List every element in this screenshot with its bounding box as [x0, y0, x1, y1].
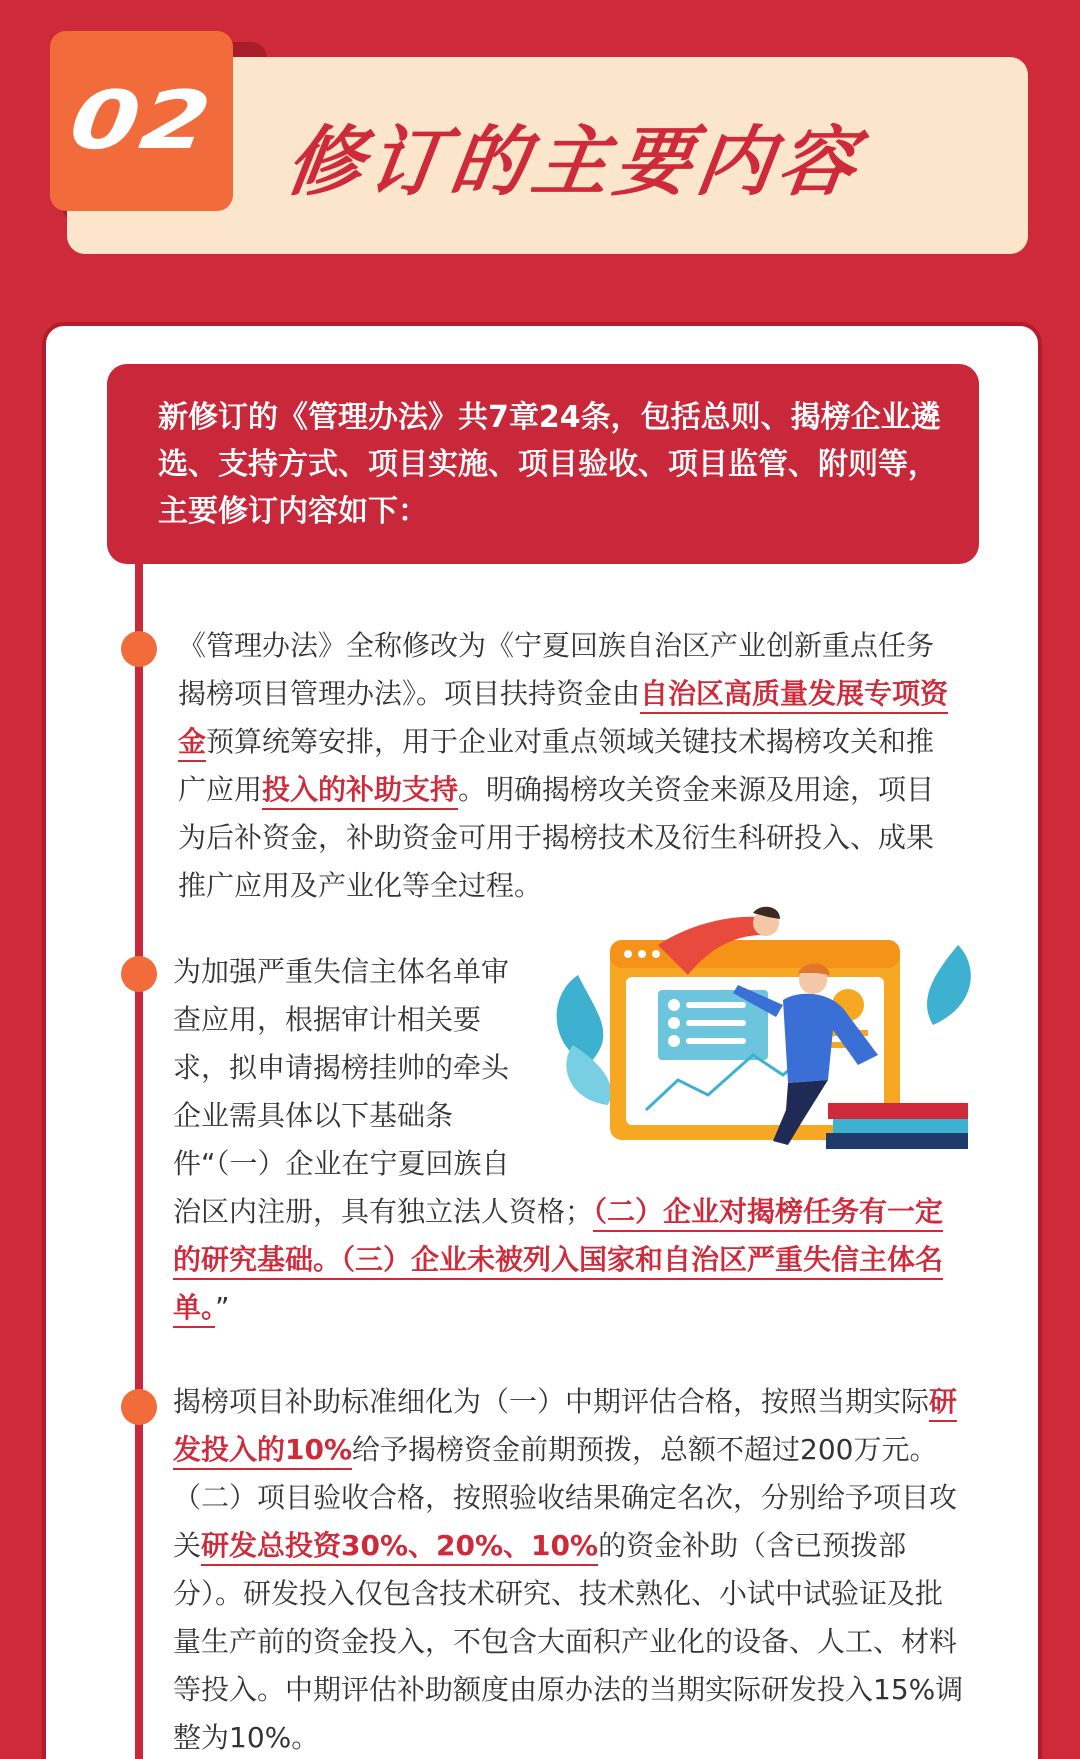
item-1-text-b: 预算统筹安排，用于企业对重点领域关键技术揭榜攻关和推广应用	[178, 725, 935, 806]
analytics-illustration	[548, 905, 978, 1175]
item-1-text-c: 。明确揭榜攻关资金来源及用途，项目为后补资金，补助资金可用于揭榜技术及衍生科研投入、成果推广应用及产业化等全过程。	[178, 773, 935, 902]
section-number: 02	[64, 74, 219, 168]
item-3-highlight-a: 研发投入的10%	[173, 1385, 957, 1470]
books-icon	[828, 1103, 968, 1119]
item-1-text-a: 《管理办法》全称修改为《宁夏回族自治区产业创新重点任务揭榜项目管理办法》。项目扶持资金由	[178, 629, 935, 710]
section-number-badge	[50, 31, 233, 211]
item-3-text-a: 揭榜项目补助标准细化为（一）中期评估合格，按照当期实际	[173, 1385, 930, 1418]
item-3-paragraph	[173, 1378, 968, 1759]
item-3-text-c: 的资金补助（含已预拨部分）。研发投入仅包含技术研究、技术熟化、小试中试验证及批量生产前的资金投入，不包含大面积产业化的设备、人工、材料等投入。中期评估补助额度由原办法的当期实际研发投入15%调整为10%。	[173, 1529, 964, 1754]
item-2-text-a: 为加强严重失信主体名单审查应用，根据审计相关要求，拟申请揭榜挂帅的牵头企业需具体以下基础条件“（一）企业在宁夏回族自治区内注册，具有独立法人资格；	[173, 955, 594, 1228]
intro-text: 新修订的《管理办法》共7章24条，包括总则、揭榜企业遴选、支持方式、项目实施、项目验收、项目监管、附则等，主要修订内容如下：	[158, 400, 941, 529]
timeline-line	[135, 562, 143, 1759]
section-title: 修订的主要内容	[280, 116, 868, 206]
item-3-text-b: 给予揭榜资金前期预拨，总额不超过200万元。（二）项目验收合格，按照验收结果确定名次，分别给予项目攻关	[173, 1433, 958, 1562]
item-1-highlight-b: 投入的补助支持	[262, 773, 458, 810]
timeline-bullet-3	[121, 1389, 157, 1425]
item-3-highlight-b: 研发总投资30%、20%、10%	[201, 1529, 598, 1566]
item-2-highlight-a: （二）企业对揭榜任务有一定的研究基础。（三）企业未被列入国家和自治区严重失信主体名单。	[173, 1195, 943, 1328]
item-2-text-b: ”	[215, 1291, 230, 1324]
item-1-paragraph	[178, 622, 958, 910]
timeline-bullet-2	[121, 956, 157, 992]
timeline-bullet-1	[121, 631, 157, 667]
item-1-highlight-a: 自治区高质量发展专项资金	[178, 677, 948, 762]
leaf-right-icon	[927, 945, 971, 1025]
